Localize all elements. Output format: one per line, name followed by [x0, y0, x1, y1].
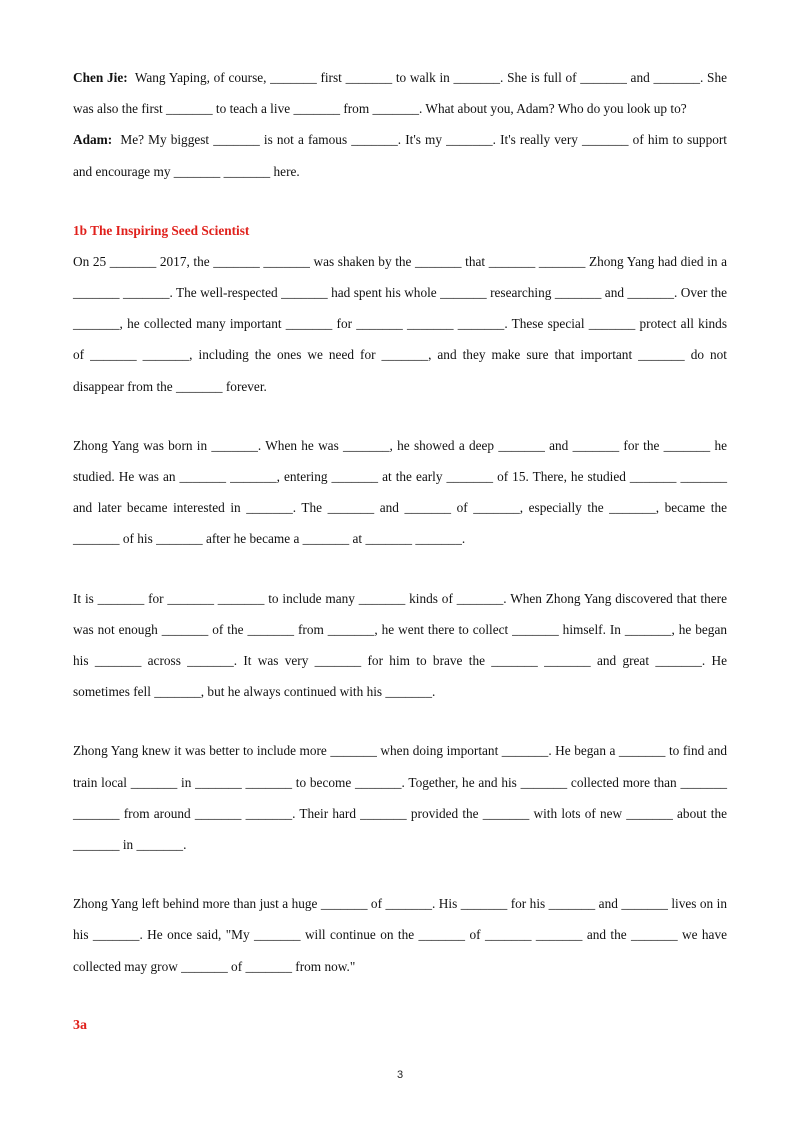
spacer: [73, 555, 727, 583]
paragraph-4: Zhong Yang knew it was better to include more _______ when doing important _______. He began a _______ to find and train local _______ in _______ _______ to become _______. Together, he and his _______ collected more than _______ _______ from around _______ _______. Their hard _______ provided the _______ with lots of new _______ about the _______ in _______.: [73, 743, 727, 853]
dialogue-line-adam: [73, 124, 727, 186]
paragraph-2: Zhong Yang was born in _______. When he was _______, he showed a deep _______ and _______ for the _______ he studied. He was an _______ _______, entering _______ at the early _______ of 15. There, he studied _______ _______ and later became interested in _______. The _______ and _______ of _______, especially the _______, became the _______ of his _______ after he became a _______ at _______ _______.: [73, 437, 727, 547]
spacer: [73, 707, 727, 735]
speaker-name: Adam:: [73, 132, 113, 148]
spacer: [73, 860, 727, 888]
spacer: [73, 982, 727, 1010]
spacer: [73, 402, 727, 430]
spacer: [73, 187, 727, 215]
paragraph-5: Zhong Yang left behind more than just a huge _______ of _______. His _______ for his _______ and _______ lives on in his _______. He once said, "My _______ will continue on the _______ of _______ _______ and the _______ we have collected may grow _______ of _______ from now.": [73, 896, 727, 974]
worksheet-content: [73, 62, 727, 1041]
page-number: 3: [396, 1069, 404, 1081]
speaker-name: Chen Jie:: [73, 70, 128, 85]
dialogue-text: Wang Yaping, of course, _______ first _______ to walk in _______. She is full of _______ and _______. She was also the first _______ to teach a live _______ from _______. What about you, Adam? Who do you look up to?: [73, 70, 727, 117]
paragraph-1: On 25 _______ 2017, the _______ _______ was shaken by the _______ that _______ _______ Zhong Yang had died in a _______ _______. The well-respected _______ had spent his whole _______ researching _______ and _______. Over the _______, he collected many important _______ for _______ _______ _______. These special _______ protect all kinds of _______ _______, including the ones we need for _______, and they make sure that important _______ do not disappear from the _______ forever.: [73, 253, 727, 394]
section-heading-1b: 1b The Inspiring Seed Scientist: [73, 222, 250, 238]
paragraph-3: It is _______ for _______ _______ to include many _______ kinds of _______. When Zhong Yang discovered that there was not enough _______ of the _______ from _______, he went there to collect _______ himself. In _______, he began his _______ across _______. It was very _______ for him to brave the _______ _______ and great _______. He sometimes fell _______, but he always continued with his _______.: [73, 590, 727, 700]
dialogue-text: Me? My biggest _______ is not a famous _______. It's my _______. It's really very _______ of him to support and encourage my _______ _______ here.: [73, 132, 727, 179]
dialogue-line-chen-jie: [73, 62, 727, 124]
section-label-3a: 3a: [73, 1017, 87, 1033]
